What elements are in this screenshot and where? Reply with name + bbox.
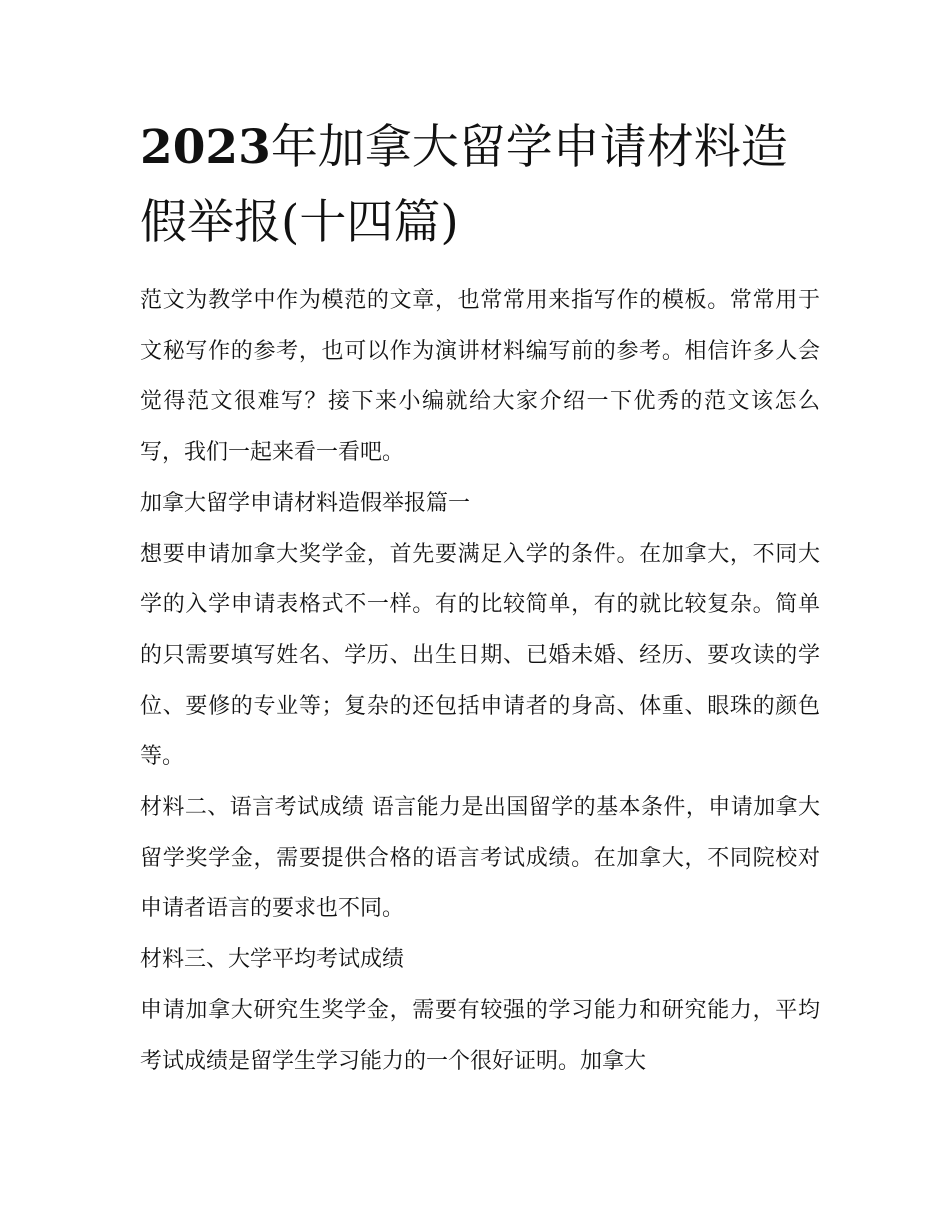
section-heading: 加拿大留学申请材料造假举报篇一 [140,490,471,516]
intro-paragraph: 范文为教学中作为模范的文章，也常常用来指写作的模板。常常用于文秘写作的参考，也可以作为演讲材料编写前的参考。相信许多人会觉得范文很难写？接下来小编就给大家介绍一下优秀的范文该怎么写，我们一起来看一看吧。 [140,288,820,466]
body-paragraph: 申请加拿大研究生奖学金，需要有较强的学习能力和研究能力，平均考试成绩是留学生学习能力的一个很好证明。加拿大 [140,997,820,1074]
document-title [140,110,820,260]
title-text: 年加拿大留学申请材料造假举报(十四篇) [140,120,788,250]
body-paragraph: 材料二、语言考试成绩 语言能力是出国留学的基本条件，申请加拿大留学奖学金，需要提供合格的语言考试成绩。在加拿大，不同院校对申请者语言的要求也不同。 [140,795,820,922]
section-heading: 材料三、大学平均考试成绩 [140,947,405,973]
title-year: 2023 [140,120,271,175]
body-paragraph: 想要申请加拿大奖学金，首先要满足入学的条件。在加拿大，不同大学的入学申请表格式不一样。有的比较简单，有的就比较复杂。简单的只需要填写姓名、学历、出生日期、已婚未婚、经历、要攻读的学位、要修的专业等；复杂的还包括申请者的身高、体重、眼珠的颜色等。 [140,541,820,770]
document-body [140,276,820,1087]
